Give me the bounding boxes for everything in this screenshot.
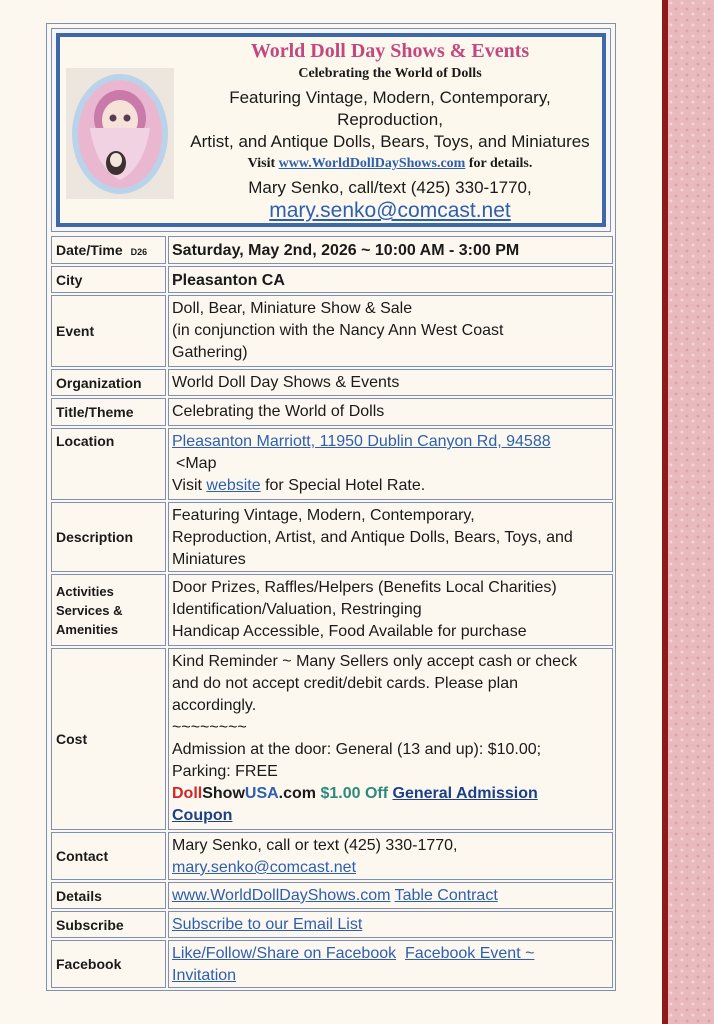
row-location: [51, 428, 613, 500]
event-code: D26: [130, 247, 148, 257]
value-location: Pleasanton Marriott, 11950 Dublin Canyon Rd, 94588 <Map Visit website for Special Hotel Rate.: [168, 428, 613, 500]
label-description: Description: [51, 502, 166, 572]
side-pattern-background: [668, 0, 714, 1024]
value-datetime: Saturday, May 2nd, 2026 ~ 10:00 AM - 3:00 PM: [168, 236, 613, 264]
value-cost: Kind Reminder ~ Many Sellers only accept cash or check and do not accept credit/debit cards. Please plan accordingly. ~~~~~~~~ Admission at the door: General (13 and up): $10.00; Parking: FREE DollShowUSA.com $1.00 Off General Admission Coupon: [168, 648, 613, 830]
value-theme: Celebrating the World of Dolls: [168, 398, 613, 426]
row-city: [51, 266, 613, 293]
row-activities: [51, 574, 613, 646]
row-event: [51, 295, 613, 367]
value-subscribe: [168, 911, 613, 938]
header-title: World Doll Day Shows & Events: [250, 40, 530, 62]
value-activities: Door Prizes, Raffles/Helpers (Benefits Local Charities) Identification/Valuation, Restringing Handicap Accessible, Food Available for purchase: [168, 574, 613, 646]
row-description: [51, 502, 613, 572]
coupon-link[interactable]: DollShowUSA.com $1.00 Off General Admission: [172, 785, 538, 802]
value-city: Pleasanton CA: [168, 266, 613, 293]
doll-photo: [66, 68, 174, 199]
header-subtitle: Celebrating the World of Dolls: [298, 66, 482, 81]
facebook-event-link[interactable]: Facebook Event ~: [405, 945, 535, 962]
header-frame: [56, 33, 606, 227]
details-website-link[interactable]: www.WorldDollDayShows.com: [172, 887, 391, 904]
listing-header: [51, 28, 611, 232]
label-city: City: [51, 266, 166, 293]
coupon-link-word[interactable]: Coupon: [172, 807, 233, 824]
contact-email-link[interactable]: mary.senko@comcast.net: [172, 859, 357, 876]
value-organization: World Doll Day Shows & Events: [168, 369, 613, 396]
row-details: [51, 882, 613, 909]
label-theme: Title/Theme: [51, 398, 166, 426]
visit-suffix: for details.: [465, 156, 533, 171]
facebook-event-link-cont[interactable]: Invitation: [172, 967, 237, 984]
label-facebook: Facebook: [51, 940, 166, 988]
header-website-link[interactable]: www.WorldDollDayShows.com: [278, 156, 466, 171]
value-description: Featuring Vintage, Modern, Contemporary, Reproduction, Artist, and Antique Dolls, Bears, Toys, and Miniatures: [168, 502, 613, 572]
visit-prefix: Visit: [247, 156, 279, 171]
facebook-like-link[interactable]: Like/Follow/Share on Facebook: [172, 945, 397, 962]
value-details: [168, 882, 613, 909]
row-datetime: [51, 236, 613, 264]
value-contact: Mary Senko, call or text (425) 330-1770, mary.senko@comcast.net: [168, 832, 613, 880]
label-contact: Contact: [51, 832, 166, 880]
value-facebook: [168, 940, 613, 988]
header-featuring-line: Reproduction,: [337, 110, 443, 129]
row-subscribe: [51, 911, 613, 938]
header-featuring-line: Featuring Vintage, Modern, Contemporary,: [229, 88, 551, 107]
subscribe-link[interactable]: Subscribe to our Email List: [172, 916, 363, 933]
row-cost: [51, 648, 613, 830]
header-featuring-line: Artist, and Antique Dolls, Bears, Toys, and Miniatures: [190, 132, 590, 151]
label-details: Details: [51, 882, 166, 909]
header-contact: Mary Senko, call/text (425) 330-1770,: [248, 178, 532, 197]
table-contract-link[interactable]: Table Contract: [394, 887, 498, 904]
map-link[interactable]: <Map: [176, 455, 217, 472]
row-facebook: [51, 940, 613, 988]
label-datetime: Date/Time D26: [51, 236, 166, 264]
hotel-website-link[interactable]: website: [206, 477, 261, 494]
value-event: Doll, Bear, Miniature Show & Sale (in conjunction with the Nancy Ann West Coast Gathering): [168, 295, 613, 367]
label-activities: Activities Services & Amenities: [51, 574, 166, 646]
header-email-link[interactable]: mary.senko@comcast.net: [269, 199, 511, 222]
event-listing-table: [46, 23, 616, 991]
header-visit-line: [174, 156, 606, 172]
label-event: Event: [51, 295, 166, 367]
label-cost: Cost: [51, 648, 166, 830]
row-theme: [51, 398, 613, 426]
label-subscribe: Subscribe: [51, 911, 166, 938]
location-address-link[interactable]: Pleasanton Marriott, 11950 Dublin Canyon Rd, 94588: [172, 433, 551, 450]
row-contact: [51, 832, 613, 880]
label-location: Location: [51, 428, 166, 500]
label-organization: Organization: [51, 369, 166, 396]
row-organization: [51, 369, 613, 396]
